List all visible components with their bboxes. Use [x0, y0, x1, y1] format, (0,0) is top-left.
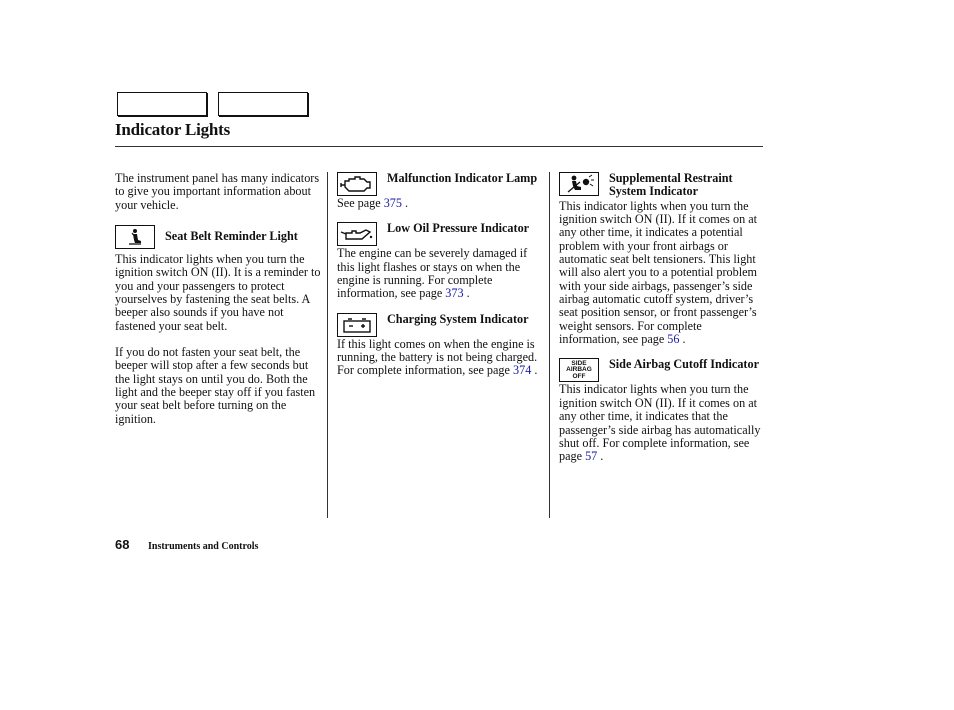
page-number: 68 — [115, 537, 130, 552]
engine-icon — [337, 172, 377, 196]
charging-heading — [337, 313, 545, 337]
seat-belt-icon — [115, 225, 155, 249]
mil-title: Malfunction Indicator Lamp — [387, 171, 538, 185]
page-link-375[interactable]: 375 — [383, 196, 402, 210]
seat-belt-paragraph-2: If you do not fasten your seat belt, the beeper will stop after a few seconds but the light stays on until you do. Both the light and the beeper stay off if you fasten your seat belt before turning on the ignition. — [115, 345, 316, 426]
battery-icon — [337, 313, 377, 337]
nav-button-previous[interactable] — [117, 92, 207, 116]
column-divider — [327, 172, 328, 518]
oil-can-icon — [337, 222, 377, 246]
page-link-374[interactable]: 374 — [513, 363, 532, 378]
srs-title: Supplemental Restraint System Indicator — [609, 171, 733, 199]
charging-paragraph: If this light comes on when the engine is running, the battery is not being charged. For complete information, see page 374 . — [337, 336, 538, 378]
section-name: Instruments and Controls — [148, 541, 259, 552]
column-3 — [559, 172, 764, 464]
icon-text-side: SIDE — [571, 359, 587, 367]
icon-text-airbag: AIRBAG — [566, 366, 592, 374]
side-airbag-off-icon — [559, 358, 599, 382]
side-airbag-paragraph: This indicator lights when you turn the ignition switch ON (II). If it comes on at any other time, it indicates that the passenger’s side airbag has automatically shut off. For complete information, see page 57 . — [559, 382, 761, 464]
intro-paragraph: The instrument panel has many indicators to give you important information about your vehicle. — [115, 171, 320, 212]
oil-title: Low Oil Pressure Indicator — [387, 221, 530, 236]
side-airbag-heading — [559, 358, 764, 382]
seat-belt-paragraph-1: This indicator lights when you turn the ignition switch ON (II). It is a reminder to you and your passengers to protect yourselves by fastening the seat belts. A beeper also sounds if you have not fastened your seat belt. — [115, 252, 321, 333]
page-link-57[interactable]: 57 — [585, 449, 598, 464]
seat-belt-title: Seat Belt Reminder Light — [165, 229, 298, 244]
srs-heading — [559, 172, 764, 199]
seat-belt-heading — [115, 225, 325, 249]
srs-paragraph: This indicator lights when you turn the ignition switch ON (II). If it comes on at any other time, it indicates a potential problem with your front airbags or automatic seat belt tensioners. This light will also alert you to a potential problem with your side airbags, passenger’s side airbag automatic cutoff system, driver’s seat position sensor, or front passenger’s weight sensors. For complete information, see page 56 . — [559, 198, 758, 347]
page-link-56[interactable]: 56 — [667, 332, 680, 347]
airbag-person-icon — [559, 172, 599, 196]
mil-heading — [337, 172, 545, 196]
page-link-373[interactable]: 373 — [445, 286, 464, 301]
nav-button-next[interactable] — [218, 92, 308, 116]
column-2 — [337, 172, 545, 378]
title-divider — [115, 146, 763, 147]
column-divider — [549, 172, 550, 518]
column-1 — [115, 172, 325, 426]
oil-paragraph: The engine can be severely damaged if this light flashes or stays on when the engine is running. For complete information, see page 373 . — [337, 246, 528, 301]
oil-heading — [337, 222, 545, 246]
icon-text-off: OFF — [572, 372, 586, 380]
mil-paragraph: See page 375 . — [337, 196, 409, 210]
side-airbag-title: Side Airbag Cutoff Indicator — [609, 357, 759, 372]
charging-title: Charging System Indicator — [387, 311, 529, 326]
page-title: Indicator Lights — [115, 120, 231, 139]
